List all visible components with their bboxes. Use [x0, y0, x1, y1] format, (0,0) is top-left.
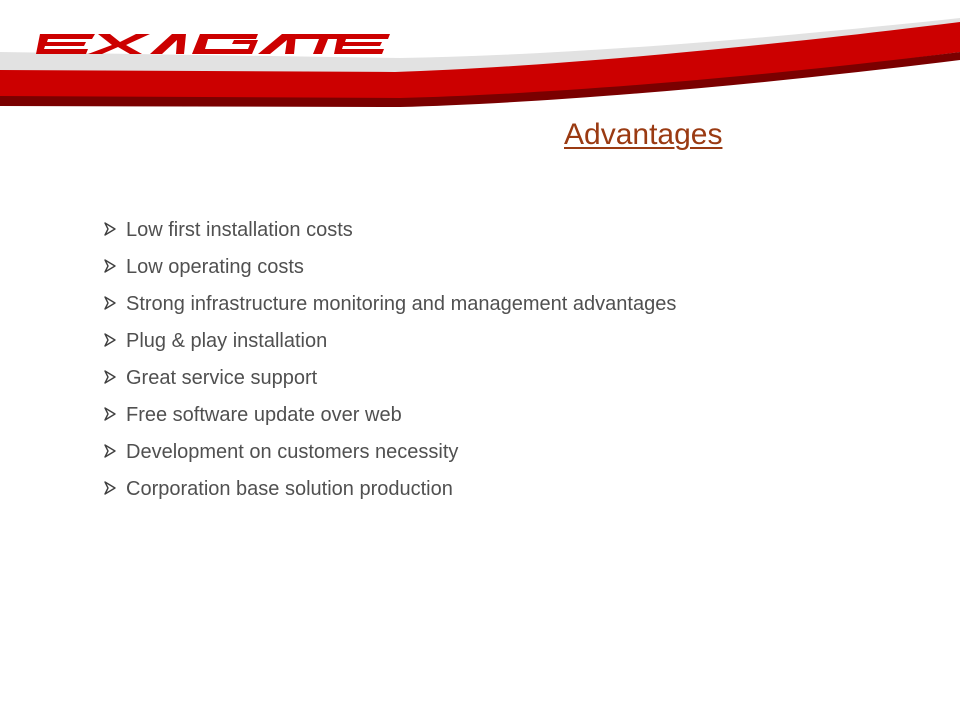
arrow-bullet-icon: [103, 222, 117, 236]
slide-title: Advantages: [564, 118, 723, 151]
bullet-text: Development on customers necessity: [126, 441, 459, 463]
arrow-bullet-icon: [103, 370, 117, 384]
bullet-item: [100, 253, 720, 281]
bullet-text: Great service support: [126, 367, 318, 389]
arrow-bullet-icon: [103, 296, 117, 310]
arrow-bullet-icon: [103, 481, 117, 495]
bullet-text: Plug & play installation: [126, 330, 328, 352]
bullet-item: [100, 438, 720, 466]
bullet-item: [100, 327, 720, 355]
arrow-bullet-icon: [103, 407, 117, 421]
bullet-text: Low first installation costs: [126, 219, 353, 241]
bullet-text: Free software update over web: [126, 404, 402, 426]
bullet-text: Strong infrastructure monitoring and management advantages: [126, 293, 677, 315]
bullet-item: [100, 290, 720, 318]
arrow-bullet-icon: [103, 259, 117, 273]
bullet-text: Low operating costs: [126, 256, 304, 278]
bullet-item: [100, 216, 720, 244]
bullet-item: [100, 401, 720, 429]
bullet-list: [100, 216, 720, 512]
bullet-item: [100, 364, 720, 392]
bullet-text: Corporation base solution production: [126, 478, 453, 500]
bullet-item: [100, 475, 720, 503]
header-swoosh: [0, 0, 960, 115]
exagate-logo: [36, 34, 390, 54]
arrow-bullet-icon: [103, 444, 117, 458]
arrow-bullet-icon: [103, 333, 117, 347]
